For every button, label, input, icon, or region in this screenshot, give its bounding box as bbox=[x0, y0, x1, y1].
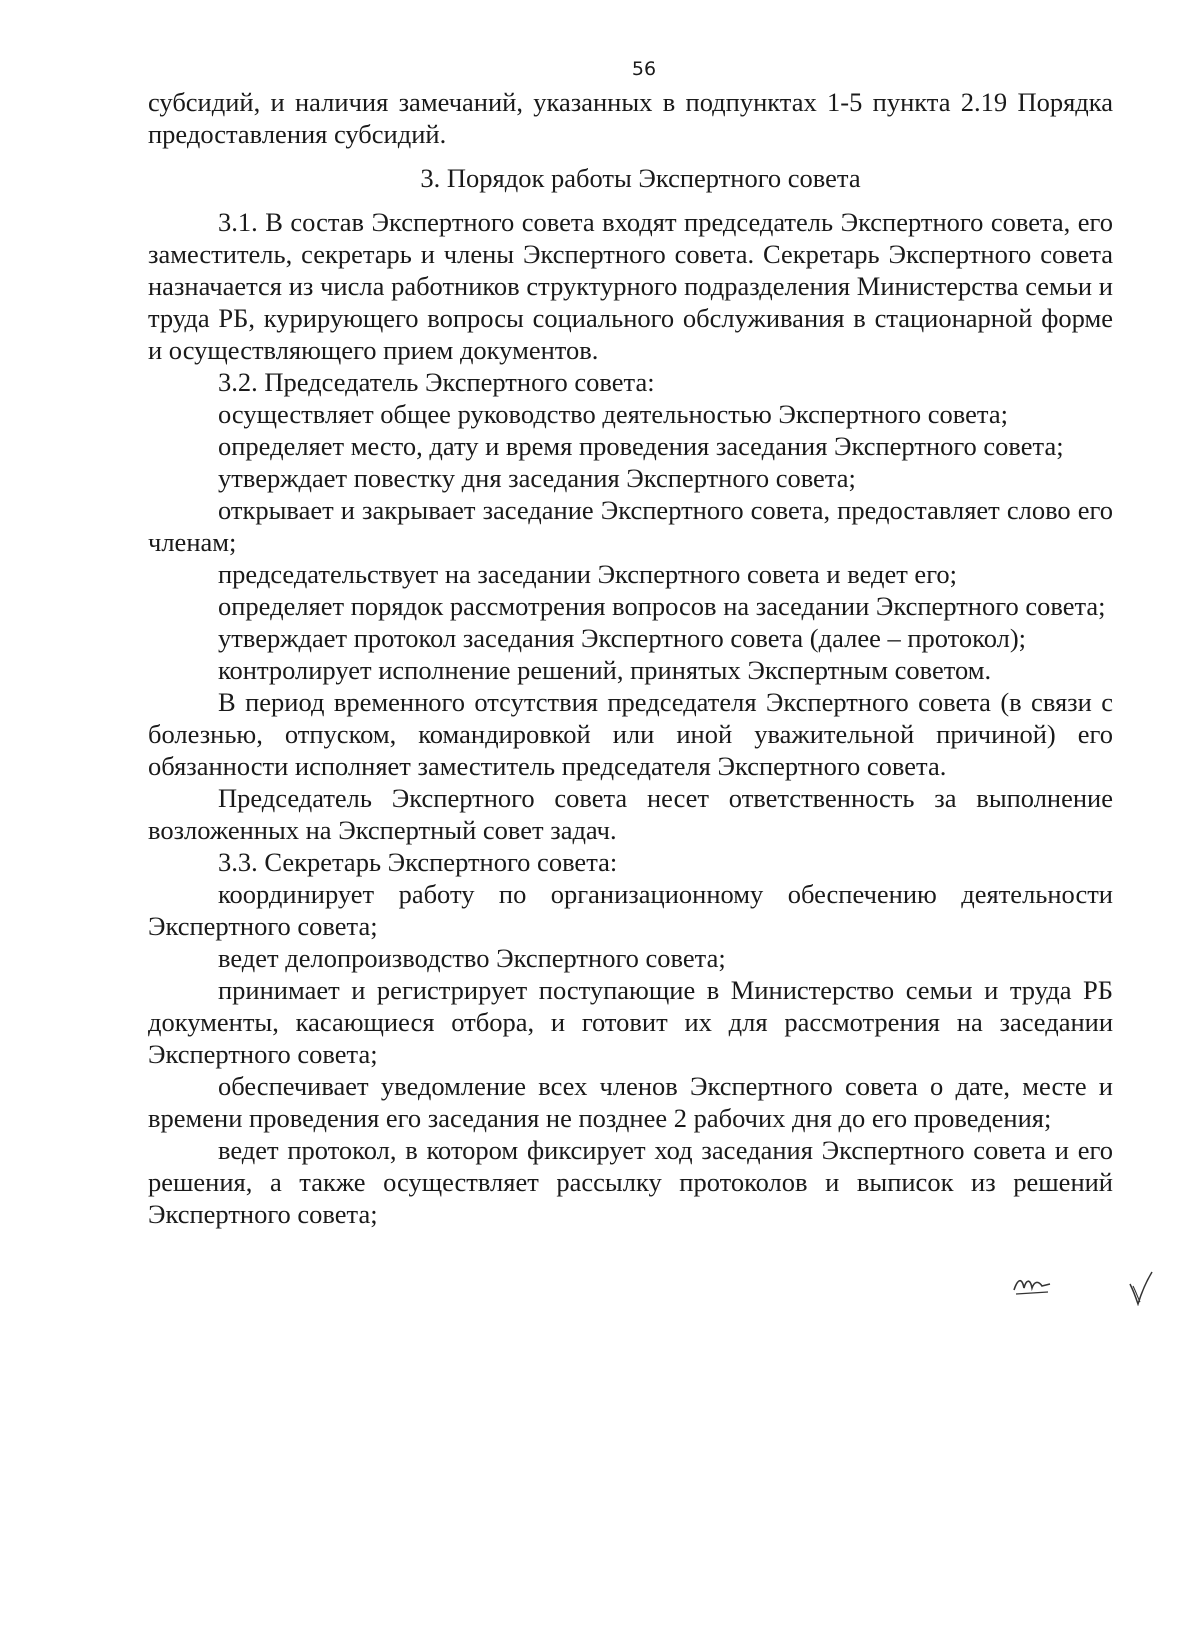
chair-duty-general-management: осуществляет общее руководство деятельностью Экспертного совета; bbox=[218, 399, 1008, 429]
handwritten-initials-mark bbox=[1012, 1272, 1052, 1296]
page-number: 56 bbox=[631, 58, 657, 80]
chair-duty-agenda: утверждает повестку дня заседания Экспертного совета; bbox=[218, 463, 856, 493]
paragraph-3-2-heading: 3.2. Председатель Экспертного совета: bbox=[218, 367, 655, 397]
paragraph-chair-absence: В период временного отсутствия председателя Экспертного совета (в связи с болезнью, отпуском, командировкой или иной уважительной причиной) его обязанности исполняет заместитель председателя Экспертного совета. bbox=[148, 687, 1113, 781]
chair-duty-open-close: открывает и закрывает заседание Экспертного совета, предоставляет слово его членам; bbox=[148, 495, 1113, 557]
paragraph-3-3-heading: 3.3. Секретарь Экспертного совета: bbox=[218, 847, 618, 877]
section-heading: 3. Порядок работы Экспертного совета bbox=[420, 163, 861, 193]
intro-paragraph: субсидий, и наличия замечаний, указанных в подпунктах 1-5 пункта 2.19 Порядка предоставления субсидий. bbox=[148, 87, 1113, 149]
paragraph-chair-responsibility: Председатель Экспертного совета несет ответственность за выполнение возложенных на Экспертный совет задач. bbox=[148, 783, 1113, 845]
secretary-duty-coordination: координирует работу по организационному обеспечению деятельности Экспертного совета; bbox=[148, 879, 1113, 941]
chair-duty-preside: председательствует на заседании Экспертного совета и ведет его; bbox=[218, 559, 958, 589]
chair-duty-protocol: утверждает протокол заседания Экспертного совета (далее – протокол); bbox=[218, 623, 1027, 653]
chair-duty-order: определяет порядок рассмотрения вопросов на заседании Экспертного совета; bbox=[218, 591, 1106, 621]
secretary-duty-notification: обеспечивает уведомление всех членов Экспертного совета о дате, месте и времени проведения его заседания не позднее 2 рабочих дня до его проведения; bbox=[148, 1071, 1113, 1133]
secretary-duty-registration: принимает и регистрирует поступающие в Министерство семьи и труда РБ документы, касающиеся отбора, и готовит их для рассмотрения на заседании Экспертного совета; bbox=[148, 975, 1113, 1069]
chair-duty-control: контролирует исполнение решений, принятых Экспертным советом. bbox=[218, 655, 992, 685]
chair-duty-meeting-schedule: определяет место, дату и время проведения заседания Экспертного совета; bbox=[218, 431, 1064, 461]
secretary-duty-protocol: ведет протокол, в котором фиксирует ход заседания Экспертного совета и его решения, а также осуществляет рассылку протоколов и выписок из решений Экспертного совета; bbox=[148, 1135, 1113, 1229]
secretary-duty-records: ведет делопроизводство Экспертного совета; bbox=[218, 943, 726, 973]
handwritten-checkmark-icon bbox=[1128, 1270, 1154, 1306]
document-body bbox=[148, 86, 1113, 1230]
paragraph-3-1: 3.1. В состав Экспертного совета входят председатель Экспертного совета, его заместитель, секретарь и члены Экспертного совета. Секретарь Экспертного совета назначается из числа работников структурного подразделения Министерства семьи и труда РБ, курирующего вопросы социального обслуживания в стационарной форме и осуществляющего прием документов. bbox=[148, 207, 1113, 365]
